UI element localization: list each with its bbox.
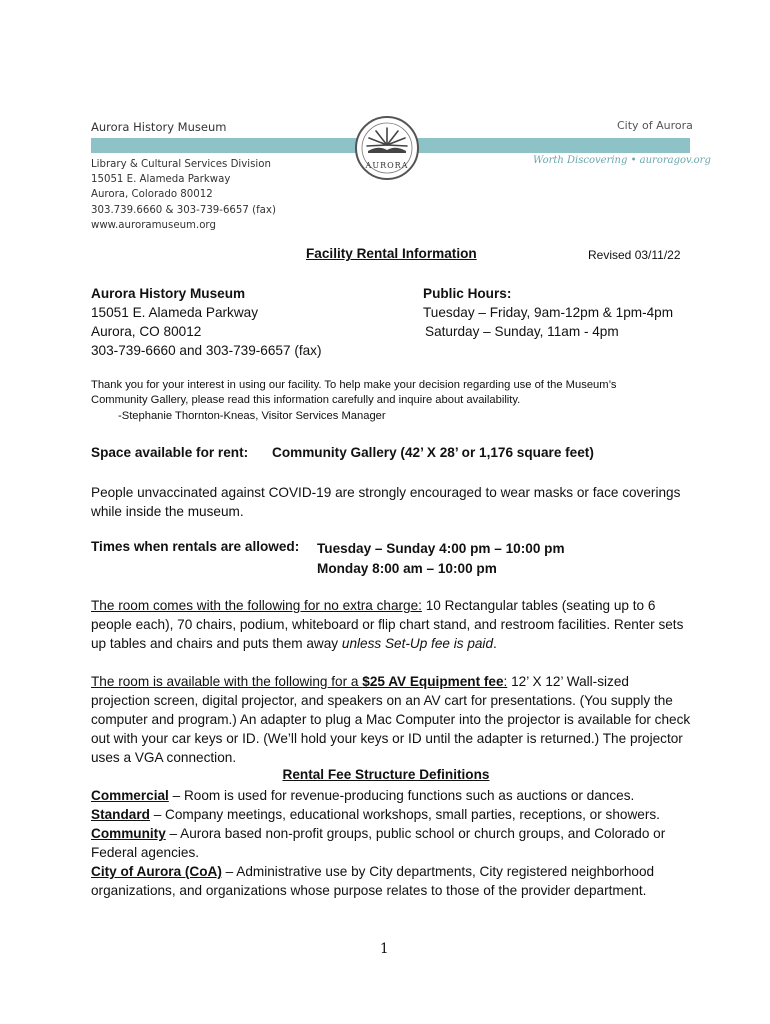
intro-line: Thank you for your interest in using our facility. To help make your decision regarding use of the Museum’s (91, 379, 617, 391)
contact-street: 15051 E. Alameda Parkway (91, 305, 259, 320)
rental-times (317, 539, 565, 579)
website-line: www.auroramuseum.org (91, 219, 216, 231)
letterhead-tagline: Worth Discovering • auroragov.org (533, 155, 711, 166)
included-paragraph (91, 596, 691, 653)
contact-phone: 303-739-6660 and 303-739-6657 (fax) (91, 343, 322, 358)
page-number: 1 (380, 941, 389, 957)
definition-text: – Room is used for revenue-producing functions such as auctions or dances. (168, 788, 635, 803)
av-fee: $25 AV Equipment fee (362, 674, 504, 689)
hours-weekday: Tuesday – Friday, 9am-12pm & 1pm-4pm (423, 305, 674, 320)
definition-item (91, 862, 691, 900)
document-title: Facility Rental Information (306, 246, 477, 261)
address-line: Aurora, Colorado 80012 (91, 189, 213, 201)
definition-term: City of Aurora (CoA) (91, 864, 222, 879)
included-text: 10 Rectangular tables (seating up to 6 people each), 70 chairs, podium, whiteboard or flip chart stand, and restroom facilities. Renter sets up tables and chairs and puts them away (91, 598, 684, 651)
definition-text: – Aurora based non-profit groups, public school or church groups, and Colorado or Federal agencies. (91, 826, 666, 860)
rental-times-line: Monday 8:00 am – 10:00 pm (317, 561, 497, 576)
rental-times-line: Tuesday – Sunday 4:00 pm – 10:00 pm (317, 541, 565, 556)
av-paragraph (91, 672, 691, 767)
logo-text: AURORA (365, 161, 409, 170)
contact-name: Aurora History Museum (91, 286, 246, 301)
included-end: . (493, 636, 497, 651)
definition-text: – Administrative use by City departments, City registered neighborhood organizations, and organizations whose purpose relates to those of the provider department. (91, 864, 655, 898)
space-label: Space available for rent: (91, 445, 249, 460)
definition-text: – Company meetings, educational workshops, small parties, receptions, or showers. (149, 807, 660, 822)
address-line: 303.739.6660 & 303-739-6657 (fax) (91, 204, 276, 216)
av-lead: The room is available with the following for a (91, 674, 363, 689)
contact-city: Aurora, CO 80012 (91, 324, 202, 339)
hours-block (423, 284, 673, 341)
definition-term: Standard (91, 807, 150, 822)
space-value: Community Gallery (42’ X 28’ or 1,176 square feet) (272, 445, 594, 460)
definition-item (91, 824, 691, 862)
letterhead-band-right (398, 138, 690, 153)
address-line: 15051 E. Alameda Parkway (91, 174, 231, 186)
aurora-logo-icon (354, 115, 420, 181)
intro-paragraph (91, 378, 616, 424)
definition-term: Commercial (91, 788, 169, 803)
covid-notice: People unvaccinated against COVID-19 are strongly encouraged to wear masks or face coverings while inside the museum. (91, 485, 681, 519)
revised-date: Revised 03/11/22 (588, 248, 681, 262)
hours-weekend: Saturday – Sunday, 11am - 4pm (425, 324, 619, 339)
av-colon: : (503, 674, 508, 689)
av-text: 12’ X 12’ Wall-sized projection screen, digital projector, and speakers on an AV cart for presentations. (You supply the computer and program.) An adapter to plug a Mac Computer into the projector is available for check out with your car keys or ID. (We’ll hold your keys or ID until the adapter is returned.) The projector uses a VGA connection. (91, 674, 691, 765)
letterhead-address (91, 157, 276, 233)
included-italic: unless Set-Up fee is paid (341, 636, 494, 651)
letterhead-band-left (91, 138, 357, 153)
definitions-list (91, 786, 691, 900)
definition-term: Community (91, 826, 166, 841)
definition-item (91, 805, 691, 824)
definition-item (91, 786, 691, 805)
letterhead-museum-name: Aurora History Museum (91, 120, 227, 134)
contact-block (91, 284, 322, 360)
rental-times-label: Times when rentals are allowed: (91, 539, 300, 554)
intro-signature: -Stephanie Thornton-Kneas, Visitor Services Manager (118, 409, 386, 422)
address-line: Library & Cultural Services Division (91, 159, 271, 170)
intro-line: Community Gallery, please read this information carefully and inquire about availability. (91, 394, 521, 407)
definitions-title: Rental Fee Structure Definitions (282, 767, 490, 782)
letterhead-city-name: City of Aurora (617, 119, 693, 132)
hours-label: Public Hours: (423, 286, 512, 301)
included-lead: The room comes with the following for no extra charge: (91, 598, 422, 613)
